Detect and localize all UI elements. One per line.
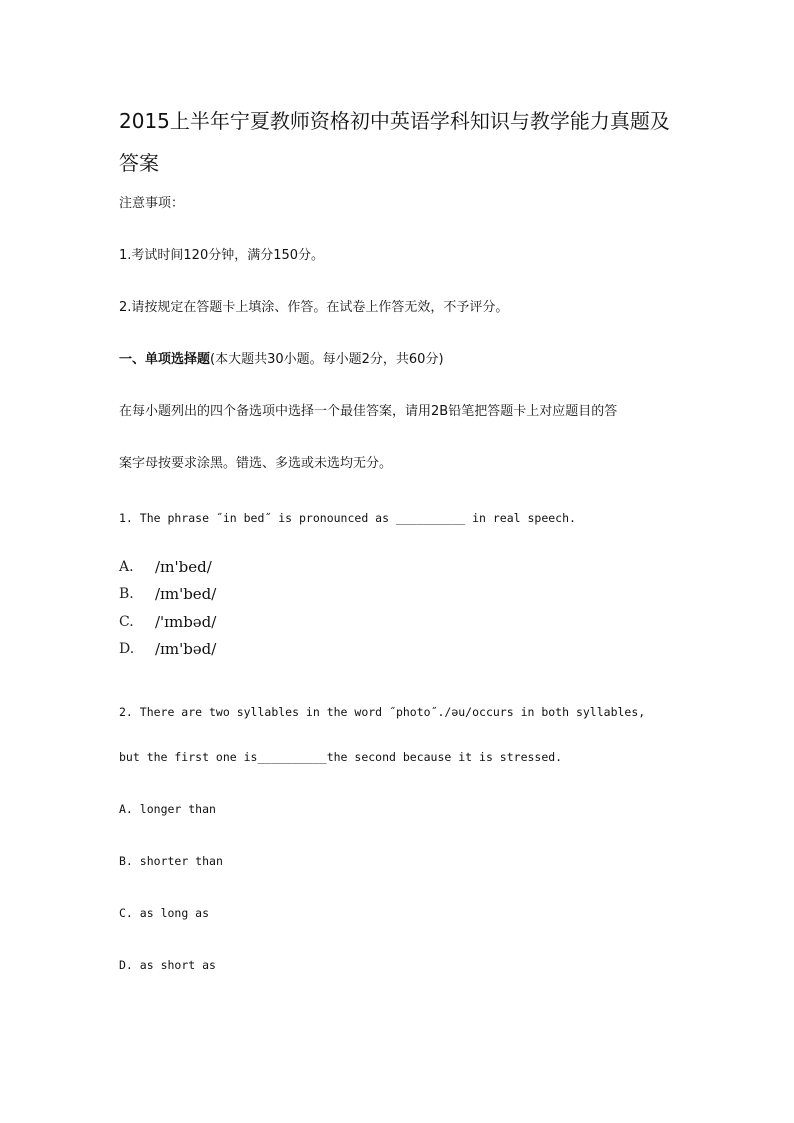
instruction-line-2: 案字母按要求涂黑。错选、多选或未选均无分。 bbox=[119, 456, 393, 471]
question-1-options bbox=[119, 553, 216, 663]
question-1-option bbox=[119, 581, 216, 609]
option-letter: B. bbox=[119, 586, 134, 603]
instruction-line-1: 在每小题列出的四个备选项中选择一个最佳答案，请用2B铅笔把答题卡上对应题目的答 bbox=[119, 404, 618, 419]
option-letter: A. bbox=[119, 802, 133, 816]
option-letter: D. bbox=[119, 641, 135, 658]
question-1-option bbox=[119, 608, 216, 636]
option-letter: B. bbox=[119, 854, 133, 868]
document-title: 2015上半年宁夏教师资格初中英语学科知识与教学能力真题及答案 bbox=[119, 109, 670, 175]
question-2-option-b bbox=[119, 852, 223, 870]
question-1-option bbox=[119, 553, 216, 581]
question-1-option bbox=[119, 636, 216, 664]
option-text: /'ɪmbəd/ bbox=[155, 612, 217, 631]
option-text: longer than bbox=[139, 802, 216, 816]
question-2-option-c bbox=[119, 904, 209, 922]
section-title: 一、单项选择题 bbox=[119, 352, 211, 367]
section-heading bbox=[119, 351, 444, 369]
option-letter: A. bbox=[119, 558, 134, 575]
question-2-stem-line-2: but the first one is__________the second because it is stressed. bbox=[119, 750, 563, 764]
option-letter: C. bbox=[119, 613, 134, 630]
option-text: /ɪm'bəd/ bbox=[155, 640, 217, 659]
notice-item-2: 2.请按规定在答题卡上填涂、作答。在试卷上作答无效，不予评分。 bbox=[119, 300, 509, 315]
option-text: as short as bbox=[139, 958, 216, 972]
section-note: (本大题共30小题。每小题2分，共60分) bbox=[210, 352, 444, 367]
question-2-option-d bbox=[119, 956, 216, 974]
option-letter: D. bbox=[119, 958, 133, 972]
notice-heading: 注意事项： bbox=[119, 196, 185, 211]
notice-item-1: 1.考试时间120分钟，满分150分。 bbox=[119, 248, 325, 263]
option-text: shorter than bbox=[139, 854, 223, 868]
option-text: as long as bbox=[139, 906, 210, 920]
question-2-option-a bbox=[119, 800, 216, 818]
option-letter: C. bbox=[119, 906, 133, 920]
question-1-stem: 1. The phrase ˝in bed˝ is pronounced as __________ in real speech. bbox=[119, 511, 576, 525]
option-text: /ɪn'bed/ bbox=[155, 557, 212, 576]
question-2-stem-line-1: 2. There are two syllables in the word ˝photo˝./əu/occurs in both syllables, bbox=[119, 705, 646, 719]
option-text: /ɪm'bed/ bbox=[155, 585, 217, 604]
